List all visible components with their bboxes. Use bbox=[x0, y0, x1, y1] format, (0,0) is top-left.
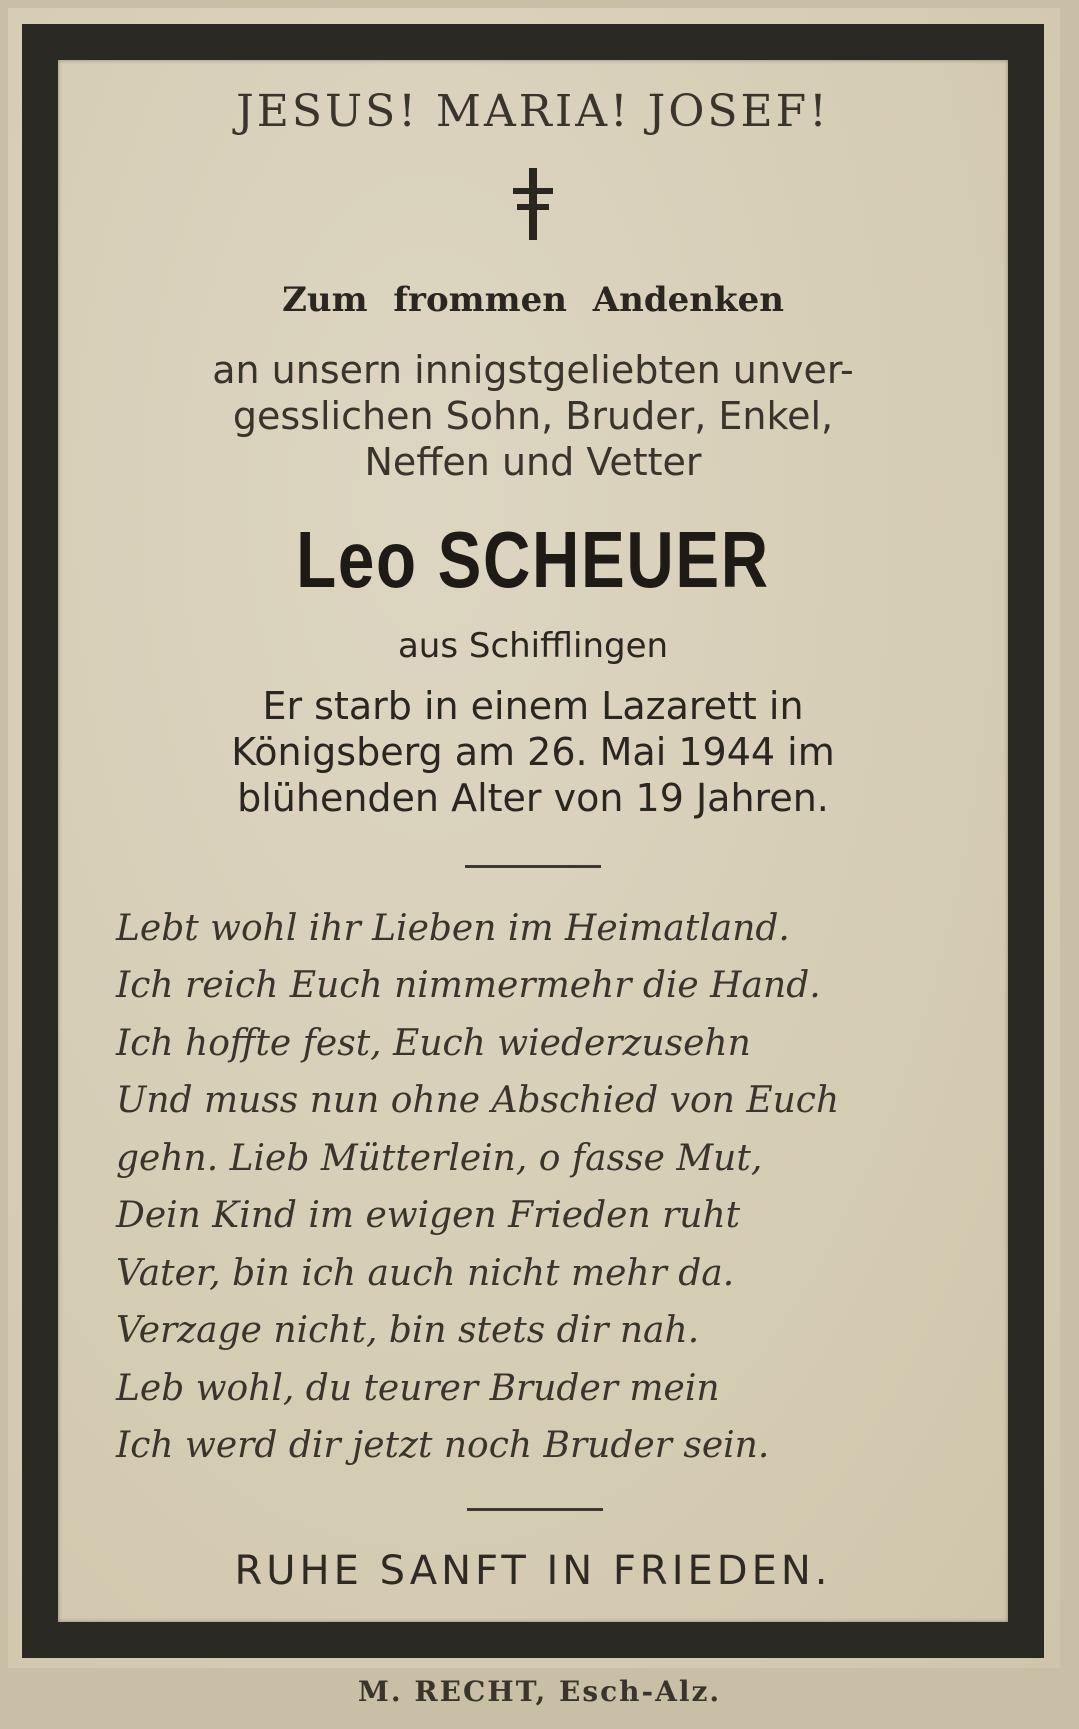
dedication-line: gesslichen Sohn, Bruder, Enkel, bbox=[232, 394, 834, 438]
deceased-name: Leo SCHEUER bbox=[296, 515, 770, 604]
poem-line: Ich hoffte fest, Euch wiederzusehn bbox=[116, 1023, 751, 1064]
poem-line: Und muss nun ohne Abschied von Euch bbox=[116, 1080, 840, 1121]
poem-line: Lebt wohl ihr Lieben im Heimatland. bbox=[116, 908, 790, 949]
death-text-line: Königsberg am 26. Mai 1944 im bbox=[231, 730, 835, 774]
closing-blessing: RUHE SANFT IN FRIEDEN. bbox=[234, 1548, 832, 1594]
poem-line: Leb wohl, du teurer Bruder mein bbox=[116, 1368, 720, 1409]
dedication-line: Neffen und Vetter bbox=[364, 440, 702, 484]
death-text-line: Er starb in einem Lazarett in bbox=[262, 684, 804, 728]
cross-icon bbox=[513, 168, 553, 240]
origin-text: aus Schifflingen bbox=[397, 626, 669, 666]
intro-heading: Zum frommen Andenken bbox=[282, 280, 784, 320]
death-text-line: blühenden Alter von 19 Jahren. bbox=[237, 776, 829, 820]
poem-line: Dein Kind im ewigen Frieden ruht bbox=[116, 1195, 741, 1236]
divider bbox=[465, 865, 601, 868]
divider bbox=[467, 1508, 603, 1511]
memorial-card bbox=[8, 8, 1060, 1668]
poem-line: Ich werd dir jetzt noch Bruder sein. bbox=[116, 1425, 770, 1466]
poem-line: gehn. Lieb Mütterlein, o fasse Mut, bbox=[116, 1138, 763, 1179]
poem-line: Verzage nicht, bin stets dir nah. bbox=[116, 1310, 700, 1351]
printer-imprint: M. RECHT, Esch-Alz. bbox=[357, 1675, 722, 1708]
card-content bbox=[56, 58, 1010, 1638]
poem-line: Ich reich Euch nimmermehr die Hand. bbox=[116, 965, 821, 1006]
poem-line: Vater, bin ich auch nicht mehr da. bbox=[116, 1253, 735, 1294]
dedication-line: an unsern innigstgeliebten unver- bbox=[212, 348, 854, 392]
religious-header: JESUS! MARIA! JOSEF! bbox=[236, 86, 830, 137]
